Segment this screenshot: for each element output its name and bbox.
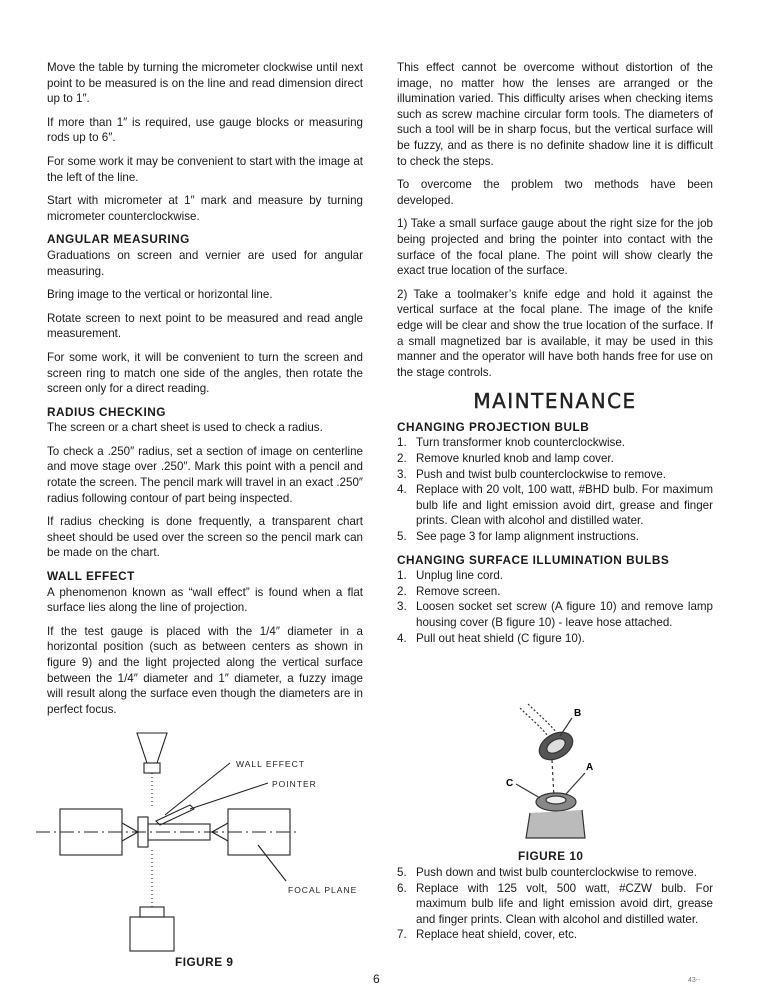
list-item: 4. Replace with 20 volt, 100 watt, #BHD bulb. For maximum bulb life and light emission avoid dirt, grease and finger prints. Clean with alcohol and distilled water.	[397, 483, 713, 528]
paragraph: 2) Take a toolmaker’s knife edge and hold it against the vertical surface at the focal plane. The image of the knife edge will be clear and show the true location of the surface. If a small magnetized bar is available, it may be used in this manner and the operator will have both hands free for use on the stage controls.	[397, 287, 713, 379]
heading-changing-surface-illumination-bulbs: CHANGING SURFACE ILLUMINATION BULBS	[397, 552, 670, 567]
paragraph: If the test gauge is placed with the 1/4″ diameter in a horizontal position (such as between centers as shown in figure 9) and the light projected along the vertical surface between the 1/4″ diameter and 1″ diameter, a fuzzy image will result along the surface even though the diameters are in perfect focus.	[47, 624, 363, 716]
paragraph: For some work, it will be convenient to turn the screen and screen ring to match one side of the angles, then rotate the screen only for a direct reading.	[47, 350, 363, 396]
label-wall-effect: WALL EFFECT	[236, 759, 305, 769]
heading-radius-checking: RADIUS CHECKING	[47, 404, 166, 419]
list-item: 6. Replace with 125 volt, 500 watt, #CZW bulb. For maximum bulb life and light emission avoid dirt, grease and finger prints. Clean with alcohol and distilled water.	[397, 881, 713, 926]
surface-bulb-steps-continued	[397, 865, 713, 943]
paragraph: To overcome the problem two methods have been developed.	[397, 178, 713, 207]
heading-wall-effect: WALL EFFECT	[47, 569, 135, 584]
page-number: 6	[373, 972, 380, 986]
list-item: 2. Remove knurled knob and lamp cover.	[397, 452, 614, 466]
list-item: 3. Loosen socket set screw (A figure 10) and remove lamp housing cover (B figure 10) - leave hose attached.	[397, 600, 713, 629]
figure-10-caption: FIGURE 10	[518, 849, 584, 863]
figure-10-label-b: B	[574, 708, 582, 719]
paragraph: If more than 1″ is required, use gauge blocks or measuring rods up to 6″.	[47, 115, 363, 145]
list-item: 1. Turn transformer knob counterclockwise.	[397, 436, 625, 450]
list-item: 1. Unplug line cord.	[397, 569, 504, 583]
list-item: 4. Pull out heat shield (C figure 10).	[397, 631, 585, 645]
section-title-maintenance: MAINTENANCE	[473, 389, 637, 414]
paragraph: If radius checking is done frequently, a transparent chart sheet should be used over the screen so the pencil mark can be made on the chart.	[47, 515, 363, 560]
surface-bulb-steps	[397, 568, 713, 646]
right-column-continued	[397, 865, 713, 951]
left-column	[47, 60, 363, 725]
figure-10-illustration	[490, 698, 620, 848]
paragraph: Bring image to the vertical or horizontal line.	[47, 288, 273, 302]
paragraph: The screen or a chart sheet is used to check a radius.	[47, 421, 323, 435]
paragraph: Move the table by turning the micrometer clockwise until next point to be measured is on the line and read dimension direct up to 1″.	[47, 61, 363, 106]
paragraph: 1) Take a small surface gauge about the right size for the job being projected and bring the pointer into contact with the surface of the focal plane. The point will show clearly the exact true location of the surface.	[397, 217, 713, 278]
projection-bulb-steps	[397, 435, 713, 544]
figure-10-label-c: C	[506, 778, 514, 789]
paragraph: This effect cannot be overcome without distortion of the image, no matter how the lenses are arranged or the illumination varied. This difficulty arises when checking items such as screw machine circular form tools. The diameters of such a tool will be in sharp focus, but the vertical surface will be fuzzy, and as there is no definite shadow line it is difficult to check the steps.	[397, 61, 713, 168]
document-code: 43‧‧	[688, 977, 701, 984]
list-item: 5. See page 3 for lamp alignment instructions.	[397, 530, 639, 544]
list-item: 3. Push and twist bulb counterclockwise to remove.	[397, 467, 667, 481]
figure-9-diagram	[30, 725, 370, 975]
paragraph: A phenomenon known as “wall effect” is found when a flat surface lies along the line of projection.	[47, 585, 363, 615]
list-item: 7. Replace heat shield, cover, etc.	[397, 928, 578, 942]
list-item: 5. Push down and twist bulb counterclockwise to remove.	[397, 866, 697, 879]
paragraph: Rotate screen to next point to be measured and read angle measurement.	[47, 311, 363, 341]
label-focal-plane: FOCAL PLANE	[288, 885, 358, 895]
heading-changing-projection-bulb: CHANGING PROJECTION BULB	[397, 419, 590, 434]
paragraph: Graduations on screen and vernier are used for angular measuring.	[47, 248, 363, 278]
lamp-hose-illustration	[516, 704, 585, 838]
heading-angular-measuring: ANGULAR MEASURING	[47, 232, 190, 247]
label-pointer: POINTER	[272, 779, 317, 789]
figure-10-label-a: A	[586, 762, 594, 773]
figure-9-caption: FIGURE 9	[175, 955, 234, 969]
paragraph: To check a .250″ radius, set a section of image on centerline and move stage over .250″. Mark this point with a pencil and rotate the screen. The pencil mark will travel in an exact .250″ radius following contour of part being inspected.	[47, 444, 363, 505]
paragraph: For some work it may be convenient to start with the image at the left of the line.	[47, 154, 363, 184]
paragraph: Start with micrometer at 1″ mark and measure by turning micrometer counterclockwise.	[47, 194, 363, 223]
list-item: 2. Remove screen.	[397, 584, 501, 598]
right-column	[397, 60, 713, 654]
